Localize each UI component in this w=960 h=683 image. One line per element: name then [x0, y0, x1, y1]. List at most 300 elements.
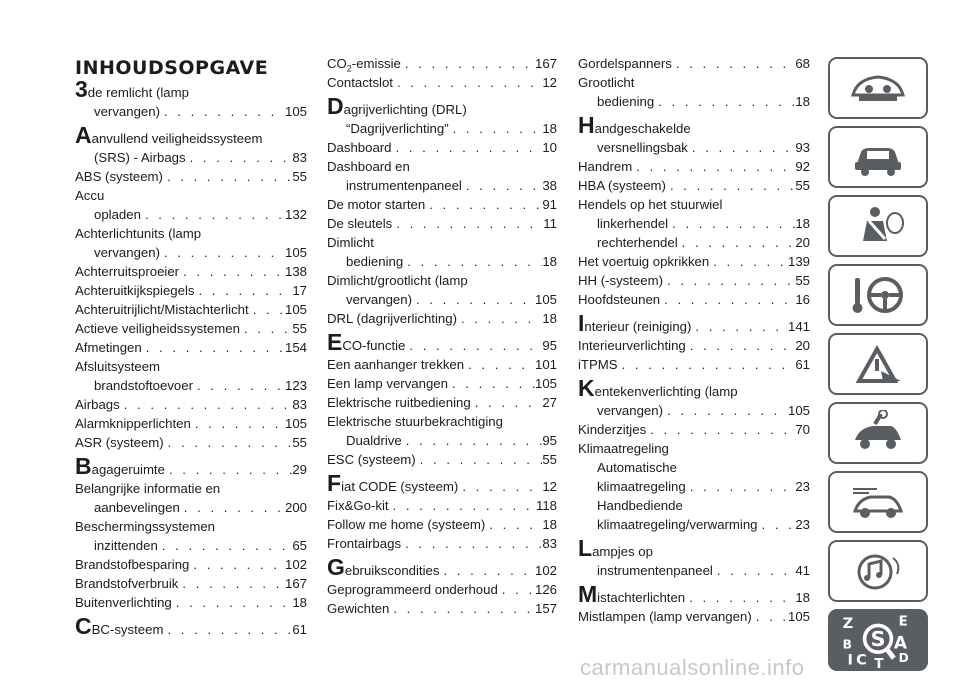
dot-leader — [392, 214, 543, 233]
index-entry-line — [327, 431, 557, 450]
index-entry-line — [578, 157, 810, 176]
multimedia-icon — [847, 548, 909, 594]
index-entry[interactable] — [75, 122, 307, 167]
index-letter-d: D — [898, 650, 909, 665]
dot-leader — [392, 138, 543, 157]
index-entry-label — [327, 214, 392, 233]
index-entry[interactable] — [578, 54, 810, 73]
page-number: 20 — [795, 235, 810, 250]
index-entry-label — [327, 54, 401, 73]
index-entry-line — [327, 119, 557, 138]
index-entry-line — [75, 498, 307, 517]
index-entry-label — [75, 76, 189, 102]
index-entry-text: andgeschakelde — [594, 121, 691, 136]
index-entry[interactable] — [327, 534, 557, 553]
index-entry-line — [578, 581, 810, 607]
index-entry-label — [75, 281, 194, 300]
index-entry-line — [578, 496, 810, 515]
index-entry-line — [327, 355, 557, 374]
index-entry-text: Klimaatregeling — [578, 441, 669, 456]
index-entry[interactable] — [75, 517, 307, 555]
page-number: 105 — [534, 292, 557, 307]
index-entry-label — [578, 375, 738, 401]
page-number: 105 — [787, 403, 810, 418]
watermark: carmanualsonline.info — [580, 655, 805, 680]
index-entry-text: vervangen) — [94, 245, 160, 260]
dot-leader — [666, 176, 795, 195]
page-number: 200 — [284, 500, 307, 515]
index-entry[interactable] — [75, 453, 307, 479]
dot-leader — [160, 102, 285, 121]
tab-safety[interactable] — [828, 195, 928, 257]
index-entry-text: iTPMS — [578, 357, 618, 372]
index-entry[interactable] — [75, 300, 307, 319]
index-entry-line — [75, 517, 307, 536]
index-entry-text: (SRS) - Airbags — [94, 150, 186, 165]
index-entry[interactable] — [327, 233, 557, 271]
index-entry[interactable] — [578, 176, 810, 195]
index-entry-text: Kinderzitjes — [578, 422, 647, 437]
page-number: 101 — [534, 357, 557, 372]
page-number: 105 — [284, 302, 307, 317]
index-entry-text: ABS (systeem) — [75, 169, 163, 184]
index-entry-text: Automatische — [597, 460, 677, 475]
dot-leader — [412, 290, 535, 309]
dot-leader — [758, 515, 796, 534]
index-entry-line — [578, 515, 810, 534]
dot-leader — [686, 336, 796, 355]
dot-leader — [402, 431, 543, 450]
index-entry[interactable] — [578, 535, 810, 580]
index-entry[interactable] — [578, 73, 810, 111]
index-entry-line — [327, 470, 557, 496]
index-entry[interactable] — [75, 338, 307, 357]
page-number: 123 — [284, 378, 307, 393]
index-entry-label — [75, 357, 160, 376]
index-entry-label — [94, 102, 160, 121]
index-entry-text: HH (-systeem) — [578, 273, 663, 288]
index-entry-line — [327, 290, 557, 309]
index-entry-label — [75, 262, 179, 281]
index-entry[interactable] — [327, 374, 557, 393]
index-entry-line — [578, 535, 810, 561]
index-entry-line — [578, 310, 810, 336]
index-entry-text: DRL (dagrijverlichting) — [327, 311, 457, 326]
index-entry-text: Elektrische stuurbekrachtiging — [327, 414, 503, 429]
index-entry-line — [75, 593, 307, 612]
index-entry-label — [94, 148, 186, 167]
index-entry-text: BC-systeem — [91, 622, 164, 637]
index-letter-t: T — [874, 657, 884, 668]
index-entry-text: ASR (systeem) — [75, 435, 164, 450]
index-letter-initial: I — [578, 310, 585, 336]
index-entry-line — [578, 420, 810, 439]
dot-leader — [449, 119, 543, 138]
dot-leader — [632, 157, 795, 176]
index-entry[interactable] — [75, 186, 307, 224]
index-entry-label — [597, 496, 683, 515]
index-entry-line — [578, 477, 810, 496]
index-entry-text: Dimlicht — [327, 235, 374, 250]
index-entry-label — [75, 433, 164, 452]
dot-leader — [160, 243, 285, 262]
index-entry[interactable] — [578, 439, 810, 534]
index-entry-label — [327, 157, 410, 176]
index-entry[interactable] — [327, 599, 557, 618]
index-entry-line — [327, 515, 557, 534]
index-entry-line — [578, 290, 810, 309]
dot-leader — [240, 319, 292, 338]
dot-leader — [654, 92, 795, 111]
index-entry-label — [597, 138, 688, 157]
index-entry[interactable] — [578, 271, 810, 290]
index-entry[interactable] — [578, 195, 810, 252]
index-entry-line — [75, 102, 307, 121]
page-number: 61 — [292, 622, 307, 637]
index-letter-initial: F — [327, 470, 342, 496]
index-entry-text: Een aanhanger trekken — [327, 357, 465, 372]
index-entry-label — [327, 195, 425, 214]
dot-leader — [439, 561, 535, 580]
index-entry-text: Afsluitsysteem — [75, 359, 161, 374]
index-entry-text: Accu — [75, 188, 105, 203]
dot-leader — [172, 593, 293, 612]
index-entry-label — [327, 534, 401, 553]
index-entry-text: Grootlicht — [578, 75, 635, 90]
index-entry[interactable] — [578, 581, 810, 607]
index-entry-line — [75, 395, 307, 414]
index-entry[interactable] — [75, 76, 307, 121]
page-number: 10 — [542, 140, 557, 155]
index-entry[interactable] — [327, 214, 557, 233]
index-entry-line — [75, 262, 307, 281]
index-entry-label — [578, 535, 653, 561]
index-entry-line — [327, 176, 557, 195]
index-entry-text: aanbevelingen — [94, 500, 180, 515]
index-entry-label — [327, 271, 468, 290]
index-entry-text: versnellingsbak — [597, 140, 688, 155]
index-entry-line — [578, 112, 810, 138]
index-entry-line — [75, 376, 307, 395]
index-entry-line — [578, 607, 810, 626]
index-entry[interactable] — [327, 138, 557, 157]
dot-leader — [688, 138, 795, 157]
index-entry-line — [75, 338, 307, 357]
dot-leader — [448, 374, 535, 393]
page-number: 29 — [292, 462, 307, 477]
index-entry-label — [75, 574, 178, 593]
index-entry[interactable] — [75, 414, 307, 433]
index-entry-line — [75, 574, 307, 593]
index-entry-line — [578, 176, 810, 195]
index-entry-line — [578, 561, 810, 580]
page-number: 154 — [284, 340, 307, 355]
index-entry-label — [597, 233, 678, 252]
index-entry[interactable] — [578, 375, 810, 420]
index-entry[interactable] — [578, 112, 810, 157]
index-entry-label — [327, 496, 389, 515]
page-number: 105 — [787, 609, 810, 624]
index-entry[interactable] — [327, 73, 557, 92]
index-entry-text: Achterruitsproeier — [75, 264, 180, 279]
index-entry-text: CO-functie — [342, 338, 406, 353]
index-entry-text: klimaatregeling — [597, 479, 686, 494]
seatbelt-airbag-icon — [847, 203, 909, 249]
dot-leader — [471, 393, 543, 412]
page-number: 18 — [542, 254, 557, 269]
index-entry-label — [346, 119, 449, 138]
index-entry-line — [578, 375, 810, 401]
index-entry-text: De sleutels — [327, 216, 393, 231]
tab-starting-driving[interactable] — [828, 264, 928, 326]
index-entry[interactable] — [75, 224, 307, 262]
index-entry[interactable] — [327, 355, 557, 374]
index-entry[interactable] — [578, 252, 810, 271]
index-entry-label — [75, 593, 172, 612]
index-letter-initial: E — [327, 329, 343, 355]
page-number: 92 — [795, 159, 810, 174]
dot-leader — [660, 290, 795, 309]
dot-leader — [194, 281, 292, 300]
dot-leader — [389, 599, 535, 618]
technical-data-icon — [847, 479, 909, 525]
index-entry[interactable] — [327, 515, 557, 534]
index-entry[interactable] — [327, 329, 557, 355]
index-entry-line — [327, 580, 557, 599]
dot-leader — [405, 336, 542, 355]
index-entry-line — [327, 93, 557, 119]
index-entry-label — [94, 498, 180, 517]
index-entry[interactable] — [75, 479, 307, 517]
index-entry[interactable] — [578, 310, 810, 336]
index-entry-text: iat CODE (systeem) — [341, 479, 459, 494]
tab-car-knowledge[interactable] — [828, 126, 928, 188]
index-entry-label — [327, 599, 389, 618]
page-number: 41 — [795, 563, 810, 578]
index-entry-text: Belangrijke informatie en — [75, 481, 221, 496]
dot-leader — [141, 205, 285, 224]
dot-leader — [663, 271, 795, 290]
page-number: 11 — [543, 216, 557, 231]
index-entry-line — [578, 233, 810, 252]
index-entry[interactable] — [75, 574, 307, 593]
index-entry[interactable] — [327, 93, 557, 138]
index-entry[interactable] — [578, 336, 810, 355]
index-entry-label — [75, 479, 220, 498]
page-number: 27 — [542, 395, 557, 410]
index-entry-text: Handrem — [578, 159, 633, 174]
index-entry[interactable] — [75, 281, 307, 300]
index-entry[interactable] — [327, 450, 557, 469]
index-entry[interactable] — [578, 157, 810, 176]
index-entry[interactable] — [75, 167, 307, 186]
index-entry-label — [578, 271, 663, 290]
dot-leader — [464, 355, 535, 374]
index-entry-text: instrumentenpaneel — [597, 563, 713, 578]
index-entry-line — [327, 195, 557, 214]
index-entry-text: Frontairbags — [327, 536, 402, 551]
index-entry-line — [75, 224, 307, 243]
page-number: 93 — [795, 140, 810, 155]
tab-dashboard[interactable] — [828, 57, 928, 119]
index-entry-text: Brandstofverbruik — [75, 576, 179, 591]
index-entry[interactable] — [327, 393, 557, 412]
index-entry-label — [578, 439, 669, 458]
index-entry-text: CO — [327, 56, 347, 71]
index-letter-initial: B — [75, 453, 92, 479]
index-entry[interactable] — [578, 607, 810, 626]
index-entry[interactable] — [327, 157, 557, 195]
index-entry-text: Airbags — [75, 397, 120, 412]
index-entry-label — [75, 395, 120, 414]
index-entry-label — [346, 176, 462, 195]
index-entry-line — [578, 271, 810, 290]
index-entry-label — [75, 517, 215, 536]
tab-multimedia[interactable] — [828, 540, 928, 602]
index-entry-line — [578, 401, 810, 420]
page-number: 55 — [292, 435, 307, 450]
index-entry-label — [597, 92, 654, 111]
car-dashboard-icon — [847, 65, 909, 111]
index-entry-line — [578, 439, 810, 458]
index-letter-c: C — [856, 651, 867, 668]
index-entry-text: HBA (systeem) — [578, 178, 666, 193]
dot-leader — [618, 355, 796, 374]
index-entry[interactable] — [75, 357, 307, 395]
index-entry[interactable] — [578, 355, 810, 374]
index-entry-line — [75, 76, 307, 102]
index-entry-label — [578, 290, 660, 309]
dot-leader — [163, 167, 292, 186]
dot-leader — [668, 214, 795, 233]
index-entry[interactable] — [327, 309, 557, 328]
index-entry-label — [75, 414, 191, 433]
index-entry[interactable] — [327, 496, 557, 515]
index-entry-label — [578, 73, 634, 92]
index-entry-label — [597, 561, 713, 580]
index-entry-line — [327, 54, 557, 73]
page-number: 167 — [534, 56, 557, 71]
index-entry-label — [327, 355, 464, 374]
page-number: 105 — [534, 376, 557, 391]
tab-technical-data[interactable] — [828, 471, 928, 533]
page-number: 83 — [292, 150, 307, 165]
tab-alphabetical-index[interactable] — [828, 609, 928, 671]
index-entry[interactable] — [75, 433, 307, 452]
index-entry-text: Follow me home (systeem) — [327, 517, 486, 532]
page-number: 18 — [542, 311, 557, 326]
dot-leader — [458, 477, 542, 496]
index-entry[interactable] — [327, 271, 557, 309]
index-entry-text: Een lamp vervangen — [327, 376, 448, 391]
index-entry-label — [327, 138, 392, 157]
index-entry-text-after: -emissie — [351, 56, 401, 71]
index-entry-label — [327, 309, 457, 328]
index-entry[interactable] — [75, 395, 307, 414]
tab-maintenance[interactable] — [828, 402, 928, 464]
index-entry[interactable] — [578, 290, 810, 309]
index-entry-text: ESC (systeem) — [327, 452, 416, 467]
index-entry-label — [346, 290, 412, 309]
index-entry[interactable] — [327, 580, 557, 599]
index-entry-text: Dashboard en — [327, 159, 410, 174]
index-entry-line — [327, 412, 557, 431]
dot-leader — [165, 460, 292, 479]
page-number: 18 — [795, 590, 810, 605]
index-entry-line — [578, 195, 810, 214]
dot-leader — [401, 534, 542, 553]
index-entry-label — [327, 374, 448, 393]
page-number: 167 — [284, 576, 307, 591]
index-entry[interactable] — [327, 412, 557, 450]
page-number: 65 — [292, 538, 307, 553]
index-entry-label — [578, 157, 632, 176]
index-entry[interactable] — [75, 262, 307, 281]
index-entry-text: inzittenden — [94, 538, 158, 553]
page-number: 55 — [542, 452, 557, 467]
index-entry-text: Buitenverlichting — [75, 595, 172, 610]
index-entry-line — [578, 92, 810, 111]
tab-emergency[interactable] — [828, 333, 928, 395]
index-entry-text: Geprogrammeerd onderhoud — [327, 582, 498, 597]
index-entry-label — [578, 252, 709, 271]
dot-leader — [678, 233, 796, 252]
index-letter-initial: 3 — [75, 76, 88, 102]
index-entry-text: Alarmknipperlichten — [75, 416, 191, 431]
dot-leader — [457, 309, 542, 328]
index-entry[interactable] — [578, 420, 810, 439]
page-number: 102 — [534, 563, 557, 578]
page-number: 132 — [284, 207, 307, 222]
index-entry[interactable] — [75, 319, 307, 338]
index-entry-label — [75, 453, 165, 479]
dot-leader — [389, 496, 536, 515]
index-letter-b: B — [842, 637, 852, 652]
index-letter-a: A — [893, 633, 908, 654]
index-entry[interactable] — [75, 613, 307, 639]
index-letter-i: I — [847, 651, 854, 668]
index-entry[interactable] — [327, 470, 557, 496]
chapter-tabs — [828, 57, 932, 678]
page-number: 12 — [542, 479, 557, 494]
page-number: 139 — [787, 254, 810, 269]
index-entry-label — [597, 214, 668, 233]
index-entry[interactable] — [75, 555, 307, 574]
index-entry-line — [327, 554, 557, 580]
index-entry-text: nterieur (reiniging) — [584, 319, 692, 334]
index-entry[interactable] — [327, 195, 557, 214]
index-entry-label — [578, 310, 692, 336]
index-entry[interactable] — [327, 554, 557, 580]
index-entry-text: Gordelspanners — [578, 56, 672, 71]
index-entry-line — [327, 73, 557, 92]
index-letter-e: E — [898, 614, 908, 630]
page-number: 141 — [787, 319, 810, 334]
index-letter-initial: M — [578, 581, 598, 607]
index-entry-line — [75, 536, 307, 555]
index-entry-line — [75, 186, 307, 205]
index-entry[interactable] — [327, 54, 557, 73]
page-number: 95 — [542, 338, 557, 353]
index-entry-text: Gewichten — [327, 601, 390, 616]
index-entry-text: de remlicht (lamp — [87, 85, 189, 100]
maintenance-wrench-icon — [847, 410, 909, 456]
dot-leader — [752, 607, 788, 626]
page-number: 70 — [795, 422, 810, 437]
index-entry-label — [578, 112, 691, 138]
dot-leader — [180, 498, 285, 517]
index-entry[interactable] — [75, 593, 307, 612]
